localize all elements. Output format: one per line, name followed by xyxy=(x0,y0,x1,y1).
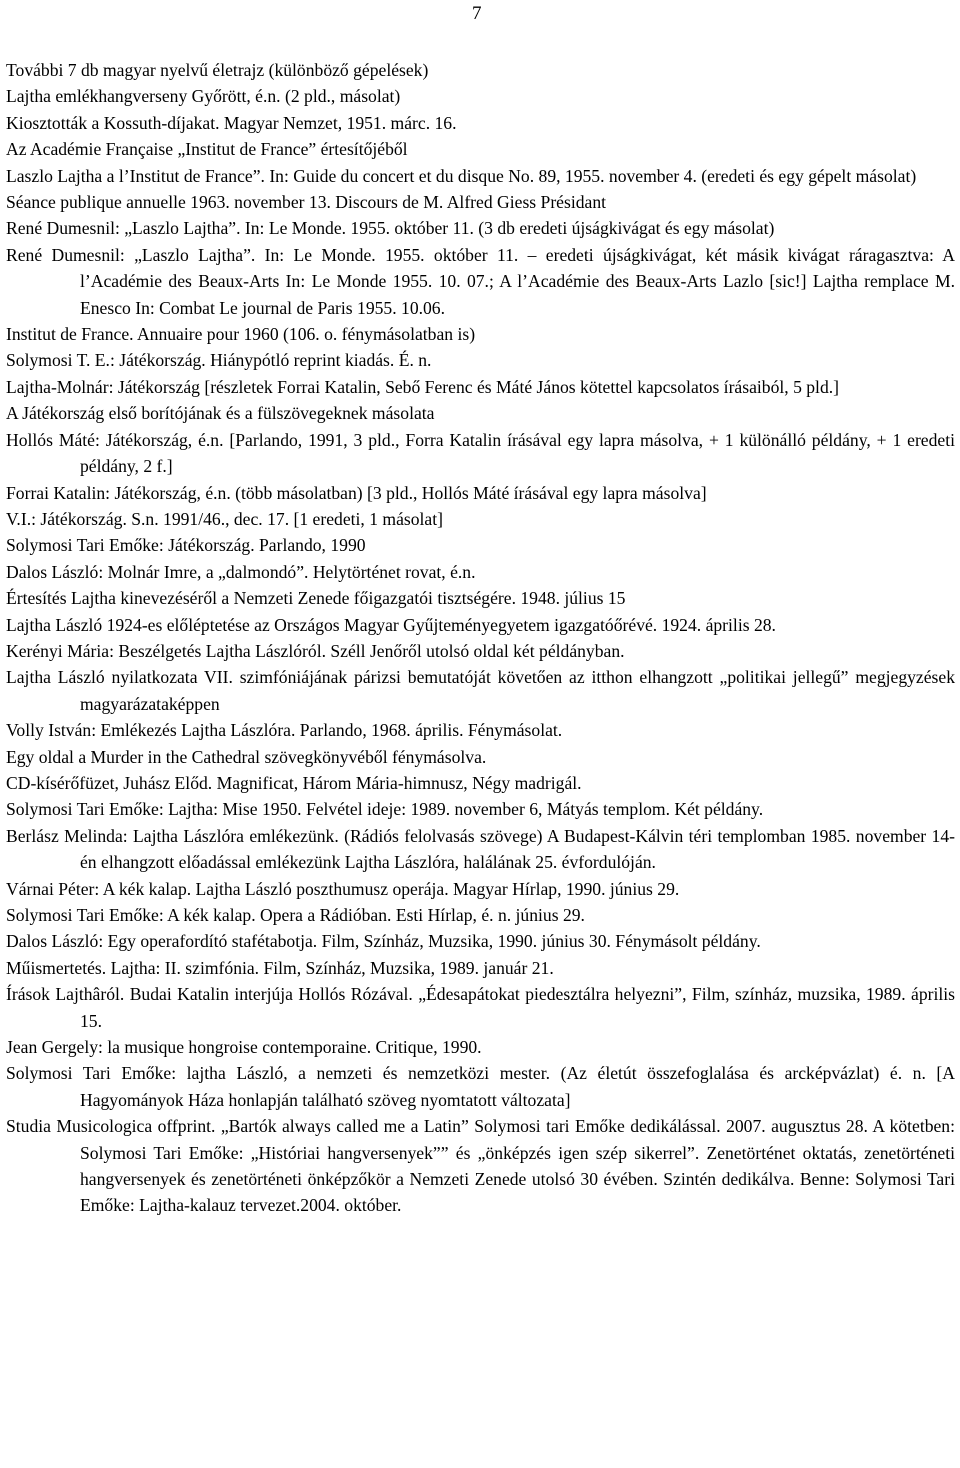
bibliography-entry: Solymosi T. E.: Játékország. Hiánypótló reprint kiadás. É. n. xyxy=(6,350,432,371)
bibliography-entry: Kiosztották a Kossuth-díjakat. Magyar Nemzet, 1951. márc. 16. xyxy=(6,112,457,133)
bibliography-entry: Műismertetés. Lajtha: II. szimfónia. Film, Színház, Muzsika, 1989. január 21. xyxy=(6,957,554,978)
bibliography-entry: Lajtha László nyilatkozata VII. szimfóniájának párizsi bemutatóját követően az itthon elhangzott „politikai jellegű” megjegyzések magyarázataképpen xyxy=(6,667,955,714)
bibliography-entry: További 7 db magyar nyelvű életrajz (különböző gépelések) xyxy=(6,60,429,80)
bibliography-entry: Solymosi Tari Emőke: Játékország. Parlando, 1990 xyxy=(6,535,366,556)
bibliography-entry: Dalos László: Egy operafordító stafétabotja. Film, Színház, Muzsika, 1990. június 30. Fénymásolt példány. xyxy=(6,931,761,952)
bibliography-entry: Laszlo Lajtha a l’Institut de France”. In: Guide du concert et du disque No. 89, 1955. november 4. (eredeti és egy gépelt másolat) xyxy=(6,165,917,186)
bibliography-entry: Séance publique annuelle 1963. november 13. Discours de M. Alfred Giess Présidant xyxy=(6,192,607,213)
bibliography-entry: Solymosi Tari Emőke: Lajtha: Mise 1950. Felvétel ideje: 1989. november 6, Mátyás templom. Két példány. xyxy=(6,799,764,820)
bibliography-entry: Volly István: Emlékezés Lajtha Lászlóra. Parlando, 1968. április. Fénymásolat. xyxy=(6,720,563,741)
bibliography-entry: Forrai Katalin: Játékország, é.n. (több másolatban) [3 pld., Hollós Máté írásával egy lapra másolva] xyxy=(6,482,707,503)
bibliography-entry: V.I.: Játékország. S.n. 1991/46., dec. 17. [1 eredeti, 1 másolat] xyxy=(6,508,443,529)
bibliography-entry: Várnai Péter: A kék kalap. Lajtha László poszthumusz operája. Magyar Hírlap, 1990. június 29. xyxy=(6,878,680,899)
entry-list xyxy=(6,57,955,1219)
bibliography-entry: Hollós Máté: Játékország, é.n. [Parlando, 1991, 3 pld., Forra Katalin írásával egy lapra másolva, + 1 különálló példány, + 1 eredeti példány, 2 f.] xyxy=(6,429,955,477)
bibliography-entry: Berlász Melinda: Lajtha Lászlóra emlékezünk. (Rádiós felolvasás szövege) A Budapest-Kálvin téri templomban 1985. november 14-én elhangzott előadással emlékezünk Lajtha Lászlóra, halálának 25. évfordulóján. xyxy=(6,825,955,873)
bibliography-entry: Egy oldal a Murder in the Cathedral szövegkönyvéből fénymásolva. xyxy=(6,746,487,767)
bibliography-entry: René Dumesnil: „Laszlo Lajtha”. In: Le Monde. 1955. október 11. (3 db eredeti újságkivágat és egy másolat) xyxy=(6,218,775,239)
bibliography-entry: René Dumesnil: „Laszlo Lajtha”. In: Le Monde. 1955. október 11. – eredeti újságkivágat, két másik kivágat ráragasztva: A l’Académie des Beaux-Arts In: Le Monde 1955. 10. 07.; A l’Académie des Beaux-Arts Lazlo [sic!] Lajtha remplace M. Enesco In: Combat Le journal de Paris 1955. 10.06. xyxy=(6,244,955,318)
bibliography-entry: Studia Musicologica offprint. „Bartók always called me a Latin” Solymosi tari Emőke dedikálással. 2007. augusztus 28. A kötetben: Solymosi Tari Emőke: „Históriai hangversenyek”” és „önképzés igen szép sikerrel”. Zenetörténet oktatás, zenetörténeti hangversenyek és zenetörténeti önképzőkör a Nemzeti Zenede utolsó 30 évében. Szintén dedikálva. Benne: Solymosi Tari Emőke: Lajtha-kalauz tervezet.2004. október. xyxy=(6,1116,955,1216)
bibliography-entry: CD-kísérőfüzet, Juhász Előd. Magnificat, Három Mária-himnusz, Négy madrigál. xyxy=(6,772,582,793)
bibliography-entry: Solymosi Tari Emőke: lajtha László, a nemzeti és nemzetközi mester. (Az életút összefoglalása és arcképvázlat) é. n. [A Hagyományok Háza honlapján található szöveg nyomtatott változata] xyxy=(6,1063,955,1110)
page-number: 7 xyxy=(472,3,482,24)
bibliography-entry: Dalos László: Molnár Imre, a „dalmondó”. Helytörténet rovat, é.n. xyxy=(6,561,476,582)
bibliography-entry: Írások Lajthâról. Budai Katalin interjúja Hollós Rózával. „Édesapátokat piedesztálra helyezni”, Film, színház, muzsika, 1989. április 15. xyxy=(6,984,955,1031)
bibliography-entry: Kerényi Mária: Beszélgetés Lajtha Lászlóról. Széll Jenőről utolsó oldal két példányban. xyxy=(6,640,625,661)
bibliography-entry: A Játékország első borítójának és a fülszövegeknek másolata xyxy=(6,403,435,424)
bibliography-entry: Az Académie Française „Institut de France” értesítőjéből xyxy=(6,139,408,160)
bibliography-entry: Jean Gergely: la musique hongroise contemporaine. Critique, 1990. xyxy=(6,1037,482,1058)
bibliography-entry: Solymosi Tari Emőke: A kék kalap. Opera a Rádióban. Esti Hírlap, é. n. június 29. xyxy=(6,905,585,925)
bibliography-entry: Lajtha-Molnár: Játékország [részletek Forrai Katalin, Sebő Ferenc és Máté János kötettel kapcsolatos írásaiból, 5 pld.] xyxy=(6,376,839,397)
bibliography-entry: Institut de France. Annuaire pour 1960 (106. o. fénymásolatban is) xyxy=(6,324,476,345)
bibliography-entry: Lajtha László 1924-es előléptetése az Országos Magyar Gyűjteményegyetem igazgatóőrévé. 1924. április 28. xyxy=(6,614,776,635)
bibliography-entry: Lajtha emlékhangverseny Győrött, é.n. (2 pld., másolat) xyxy=(6,86,401,107)
bibliography-entry: Értesítés Lajtha kinevezéséről a Nemzeti Zenede főigazgatói tisztségére. 1948. július 15 xyxy=(6,588,626,609)
